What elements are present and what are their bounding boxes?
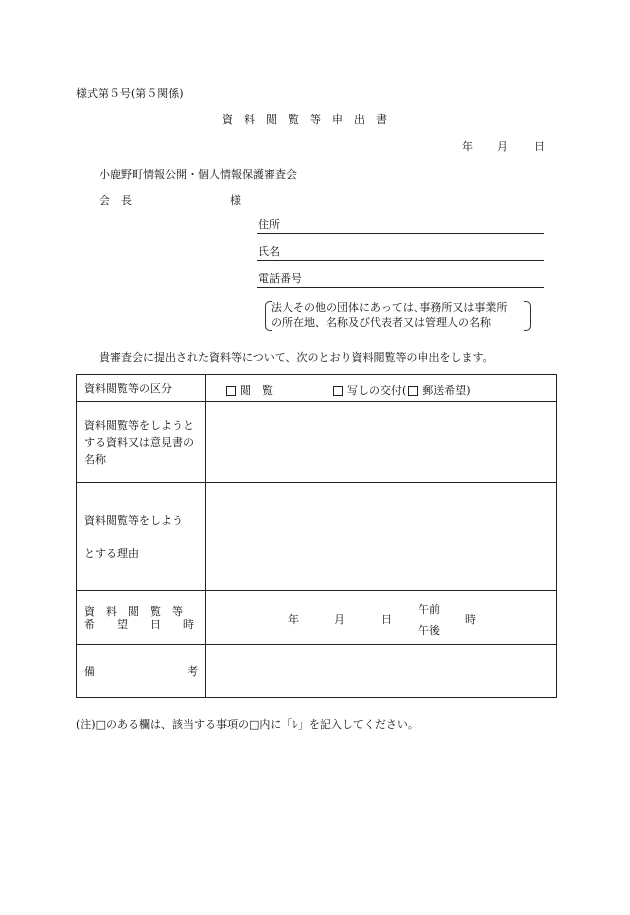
datetime-input[interactable] <box>206 591 557 645</box>
date-month-label: 月 <box>497 140 508 153</box>
reason-label-line2: とする理由 <box>84 546 139 560</box>
corporate-note-line2: の所在地、名称及び代表者又は管理人の名称 <box>271 316 491 329</box>
address-field[interactable] <box>257 219 544 234</box>
table-row-category <box>77 375 557 402</box>
table-row-document-name <box>77 402 557 483</box>
datetime-hour: 時 <box>465 613 476 626</box>
footnote: (注)□のある欄は、該当する事項の□内に「ﾚ」を記入してください。 <box>76 718 419 731</box>
option-view-label: 閲 覧 <box>240 384 273 397</box>
datetime-label-line2: 希 望 日 時 <box>84 617 194 631</box>
view-checkbox[interactable] <box>226 386 236 396</box>
datetime-am[interactable]: 午前 <box>418 603 440 616</box>
date-day-label: 日 <box>534 140 545 153</box>
datetime-label-line1: 資 料 閲 覧 等 <box>84 604 183 618</box>
category-label: 資料閲覧等の区分 <box>77 375 206 402</box>
category-options <box>206 375 557 402</box>
table-row-datetime <box>77 591 557 645</box>
corporate-note <box>265 301 531 331</box>
option-view[interactable] <box>226 382 273 398</box>
document-name-label: 資料閲覧等をしようとする資料又は意見書の名称 <box>77 402 206 483</box>
address-label: 住所 <box>258 218 280 231</box>
remarks-label-left: 備 <box>84 664 95 678</box>
name-label: 氏名 <box>258 245 280 258</box>
document-name-input[interactable] <box>206 402 557 483</box>
table-row-remarks <box>77 645 557 698</box>
phone-label: 電話番号 <box>258 272 302 285</box>
name-field[interactable] <box>257 246 544 261</box>
reason-label <box>77 483 206 591</box>
recipient-title: 会 長 <box>99 194 132 207</box>
form-number: 様式第５号(第５関係) <box>76 87 184 100</box>
datetime-day: 日 <box>381 613 392 626</box>
table-row-reason <box>77 483 557 591</box>
right-bracket <box>524 301 531 331</box>
recipient-organization: 小鹿野町情報公開・個人情報保護審査会 <box>99 168 297 181</box>
recipient-honorific: 様 <box>230 194 241 207</box>
date-year-label: 年 <box>462 140 473 153</box>
option-copy-label: 写しの交付( <box>347 384 407 397</box>
request-form-table <box>76 374 557 698</box>
remarks-input[interactable] <box>206 645 557 698</box>
copy-checkbox[interactable] <box>333 386 343 396</box>
corporate-note-line1: 法人その他の団体にあっては､事務所又は事業所 <box>271 301 508 314</box>
phone-field[interactable] <box>257 273 544 288</box>
datetime-pm[interactable]: 午後 <box>418 624 440 637</box>
option-mail-label: 郵送希望) <box>422 384 471 397</box>
reason-label-line1: 資料閲覧等をしよう <box>84 513 183 527</box>
datetime-year: 年 <box>288 613 299 626</box>
datetime-month: 月 <box>334 613 345 626</box>
intro-text: 貴審査会に提出された資料等について、次のとおり資料閲覧等の申出をします。 <box>99 351 494 364</box>
remarks-label-right: 考 <box>187 664 198 678</box>
mail-checkbox[interactable] <box>408 386 418 396</box>
remarks-label <box>77 645 206 698</box>
datetime-label <box>77 591 206 645</box>
option-copy[interactable] <box>333 382 471 398</box>
reason-input[interactable] <box>206 483 557 591</box>
document-title: 資 料 閲 覧 等 申 出 書 <box>222 113 387 126</box>
